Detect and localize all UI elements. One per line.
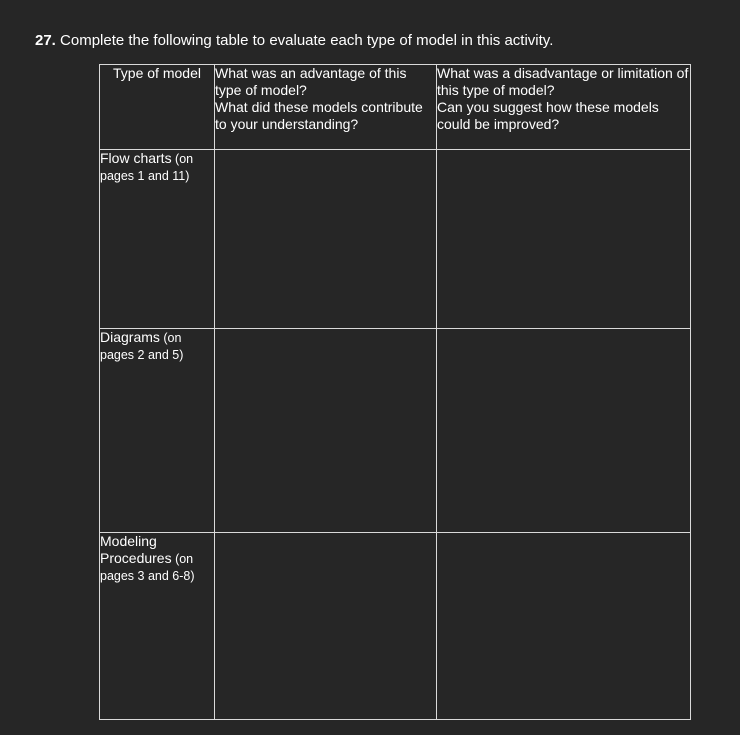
model-name: Flow charts <box>100 150 172 166</box>
header-disadvantage-question-1: What was a disadvantage or limitation of this type of model? <box>437 65 689 98</box>
header-disadvantage <box>437 65 691 150</box>
header-type-of-model: Type of model <box>100 65 215 150</box>
advantage-cell-flow-charts[interactable] <box>215 150 437 329</box>
disadvantage-cell-modeling-procedures[interactable] <box>437 533 691 720</box>
advantage-cell-modeling-procedures[interactable] <box>215 533 437 720</box>
question-text: Complete the following table to evaluate each type of model in this activity. <box>55 32 554 49</box>
evaluation-table <box>99 64 691 720</box>
header-advantage-question-2: What did these models contribute to your understanding? <box>215 99 423 132</box>
question-prompt <box>35 32 553 50</box>
header-advantage-question-1: What was an advantage of this type of model? <box>215 65 407 98</box>
disadvantage-cell-diagrams[interactable] <box>437 329 691 533</box>
disadvantage-cell-flow-charts[interactable] <box>437 150 691 329</box>
model-pages: (on pages 3 and 6-8) <box>100 552 195 583</box>
header-row <box>100 65 691 150</box>
table-row-modeling-procedures <box>100 533 691 720</box>
row-label-diagrams <box>100 329 215 533</box>
header-disadvantage-question-2: Can you suggest how these models could be improved? <box>437 99 659 132</box>
model-name: Modeling Procedures <box>100 533 172 566</box>
model-pages: (on pages 2 and 5) <box>100 331 184 362</box>
table-row-diagrams <box>100 329 691 533</box>
advantage-cell-diagrams[interactable] <box>215 329 437 533</box>
row-label-modeling-procedures <box>100 533 215 720</box>
model-name: Diagrams <box>100 329 160 345</box>
header-advantage <box>215 65 437 150</box>
table-row-flow-charts <box>100 150 691 329</box>
model-pages: (on pages 1 and 11) <box>100 152 194 183</box>
question-number: 27. <box>35 32 56 49</box>
row-label-flow-charts <box>100 150 215 329</box>
